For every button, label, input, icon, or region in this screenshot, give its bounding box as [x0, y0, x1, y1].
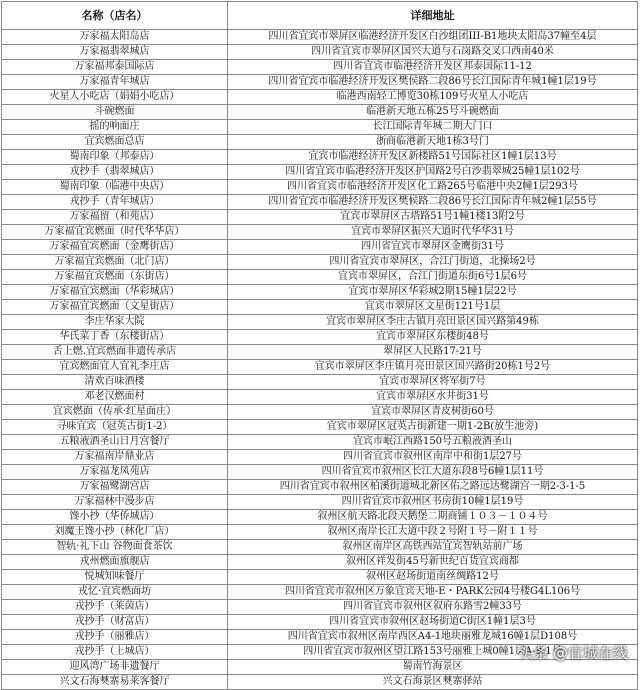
store-name-cell: 寻味宜宾（冠英古街1-2） [2, 420, 228, 435]
table-row [2, 45, 638, 60]
store-address-cell: 四川省宜宾市叙州区万象宜宾天地-E・PARK公园4号楼G4L106号 [228, 585, 638, 600]
store-name-cell: 万家福宜宾燃面（金鹰街店） [2, 240, 228, 255]
store-name-cell: 兴文石海僰寨易莱客餐厅 [2, 675, 228, 690]
table-row [2, 135, 638, 150]
store-address-cell: 宜宾市翠屏区水井街31号 [228, 390, 638, 405]
table-row [2, 30, 638, 45]
table-row [2, 285, 638, 300]
store-name-cell: 智轨·礼下山 谷物面食茶饮 [2, 540, 228, 555]
header-row [2, 2, 638, 30]
store-address-cell: 临港西南轻工博览30栋109号火星人小吃店 [228, 90, 638, 105]
store-address-cell: 四川省宜宾市叙州区赵场街道C街区1幢1层3号 [228, 615, 638, 630]
table-row [2, 195, 638, 210]
store-name-cell: 万家福青年城店 [2, 75, 228, 90]
store-name-cell: 戎抄手（青年城店） [2, 195, 228, 210]
store-address-cell: 宜宾市翠屏区东楼街48号 [228, 330, 638, 345]
table-row [2, 405, 638, 420]
store-address-cell: 浙商临港新天地1栋3号门 [228, 135, 638, 150]
store-address-cell: 叙州区航天路北段天鹅堡二期商铺１０３－１０４号 [228, 510, 638, 525]
table-row [2, 240, 638, 255]
store-name-cell: 蜀南印象（邦泰店） [2, 150, 228, 165]
table-row [2, 165, 638, 180]
table-row [2, 600, 638, 615]
store-address-cell: 宜宾市翠屏区冠英古街新建一期1-2B(放生池旁) [228, 420, 638, 435]
store-address-cell: 叙州区祥发街45号新世纪百货宜宾商都 [228, 555, 638, 570]
table-row [2, 495, 638, 510]
table-row [2, 570, 638, 585]
table-row [2, 675, 638, 690]
address-header: 详细地址 [228, 2, 638, 30]
store-address-cell: 临港新天地五栋25号斗碗燃面 [228, 105, 638, 120]
store-name-cell: 万家福宜宾燃面（东街店） [2, 270, 228, 285]
store-name-cell: 万家福留（和苑店） [2, 210, 228, 225]
table-row [2, 60, 638, 75]
store-name-cell: 华氏菜丁香（东楼街店） [2, 330, 228, 345]
table-row [2, 75, 638, 90]
table-row [2, 330, 638, 345]
store-address-cell: 四川省宜宾市叙州区南岸西区A4-1地块丽雅龙城16幢1层D108号 [228, 630, 638, 645]
store-name-cell: 戎抄手（上城店） [2, 645, 228, 660]
table-row [2, 480, 638, 495]
store-address-cell: 四川省宜宾市叙州区叙府东路雪2幢33号 [228, 600, 638, 615]
store-address-cell: 翠屏区人民路17-21号 [228, 345, 638, 360]
store-address-cell: 四川省宜宾市临港经济开发区护国路2号白沙翡翠城25幢1层102号 [228, 165, 638, 180]
table-row [2, 345, 638, 360]
store-address-cell: 宜宾市翠屏区将军街7号 [228, 375, 638, 390]
table-row [2, 180, 638, 195]
table-row [2, 540, 638, 555]
store-address-cell: 叙州区南岸长江大道中段２号附１号－附１１号 [228, 525, 638, 540]
store-name-cell: 万家福邦泰国际店 [2, 60, 228, 75]
store-name-cell: 万家福宜宾燃面（北门店） [2, 255, 228, 270]
table-row [2, 585, 638, 600]
store-address-cell: 长江国际青年城二期大门口 [228, 120, 638, 135]
store-name-cell: 万家福宜宾燃面（文星街店） [2, 300, 228, 315]
store-name-cell: 万家福宜宾燃面（华彩城店） [2, 285, 228, 300]
table-row [2, 210, 638, 225]
store-address-cell: 宜宾市翠屏区，合江门街道东街6号1层6号 [228, 270, 638, 285]
store-name-cell: 万家福鹭湖宫店 [2, 480, 228, 495]
store-name-cell: 戎州燃面旗舰店 [2, 555, 228, 570]
store-name-cell: 戎抄手（翡翠城店） [2, 165, 228, 180]
store-address-cell: 宜宾市翠屏区华彩城2期15幢1层22号 [228, 285, 638, 300]
store-name-cell: 戎抄手（财富店） [2, 615, 228, 630]
store-table [1, 1, 638, 690]
store-name-cell: 迎风湾广场非遗餐厅 [2, 660, 228, 675]
store-address-cell: 四川省宜宾市临港经济开发区樊侯路二段86号长江国际青年城1幢1层19号 [228, 75, 638, 90]
store-name-cell: 宜宾燃面总店 [2, 135, 228, 150]
table-row [2, 360, 638, 375]
store-address-cell: 宜宾市翠屏区青皮树街60号 [228, 405, 638, 420]
store-name-cell: 万家福南岸鼎业店 [2, 450, 228, 465]
store-address-cell: 宜宾市翠屏区振兴大道时代华华31号 [228, 225, 638, 240]
store-name-cell: 蜀南印象（临港中央店） [2, 180, 228, 195]
store-address-cell: 宜宾市临港经济开发区新楼路51号国际社区1幢1层13号 [228, 150, 638, 165]
store-address-cell: 四川省宜宾市叙州区柏溪街道城北新区佑之路远达鹭湖宫一期2-3-1-5 [228, 480, 638, 495]
store-name-cell: 清欢百味酒楼 [2, 375, 228, 390]
table-row [2, 270, 638, 285]
store-name-cell: 宜宾燃面（传承·红星面庄） [2, 405, 228, 420]
table-row [2, 120, 638, 135]
table-row [2, 510, 638, 525]
store-address-cell: 叙州区赵场街道南丝绸路12号 [228, 570, 638, 585]
store-name-cell: 万家福龙凤苑店 [2, 465, 228, 480]
store-name-cell: 斗碗燃面 [2, 105, 228, 120]
store-address-cell: 四川省宜宾市翠屏区临港经济开发区白沙组团III-B1地块太阳岛37幢至4层 [228, 30, 638, 45]
table-row [2, 315, 638, 330]
watermark: 头条 @宜城在线 [518, 644, 628, 662]
store-name-cell: 万家福宜宾燃面（时代华华店） [2, 225, 228, 240]
store-name-cell: 戎抄手（莱茵店） [2, 600, 228, 615]
store-address-cell: 四川省宜宾市临港经济开发区樊候路二段86号长江国际青年城2幢1层55号 [228, 195, 638, 210]
table-row [2, 300, 638, 315]
store-address-cell: 四川省宜宾市翠屏区国兴大道与石岗路交叉口西南40米 [228, 45, 638, 60]
store-address-cell: 宜宾市翠屏区古塔路51号1幢1楼13附2号 [228, 210, 638, 225]
store-address-cell: 宜宾市翠屏区李庄古镇月亮田景区国兴路第49栋 [228, 315, 638, 330]
table-row [2, 465, 638, 480]
store-name-cell: 万家福太阳岛店 [2, 30, 228, 45]
store-name-cell: 邓老汉燃面村 [2, 390, 228, 405]
table-row [2, 225, 638, 240]
table-row [2, 555, 638, 570]
store-name-cell: 刘魔王馋小抄（林化厂店） [2, 525, 228, 540]
store-name-cell: 万家福林中漫步店 [2, 495, 228, 510]
store-name-cell: 李庄华家大院 [2, 315, 228, 330]
store-name-cell: 戎忆·宜宾燃面坊 [2, 585, 228, 600]
table-row [2, 420, 638, 435]
store-name-cell: 摇的响面庄 [2, 120, 228, 135]
table-row [2, 255, 638, 270]
store-name-cell: 万家福翡翠城店 [2, 45, 228, 60]
store-address-cell: 宜宾市岷江西路150号五粮液酒圣山 [228, 435, 638, 450]
store-address-cell: 叙州区南岸区高铁西站宜宾智轨站前广场 [228, 540, 638, 555]
store-name-cell: 舌上燃.宜宾燃面非遗传承店 [2, 345, 228, 360]
store-address-cell: 四川省宜宾市叙州区南岸中和街1层27号 [228, 450, 638, 465]
store-name-cell: 馋小抄（华侨城店） [2, 510, 228, 525]
table-row [2, 390, 638, 405]
store-address-cell: 四川省宜宾市临港经济开发区化工路265号临港中央2幢1层293号 [228, 180, 638, 195]
store-address-cell: 四川省宜宾市叙州区长江大道东段8号6幢1层11号 [228, 465, 638, 480]
store-address-cell: 四川省宜宾市临港经济开发区邦泰国际11-12 [228, 60, 638, 75]
table-row [2, 450, 638, 465]
store-address-cell: 四川省宜宾市叙州区书房街10幢1层19号 [228, 495, 638, 510]
table-row [2, 375, 638, 390]
table-row [2, 435, 638, 450]
store-name-cell: 五粮液酒圣山日月宫餐厅 [2, 435, 228, 450]
store-address-cell: 宜宾市翠屏区李庄镇月亮田景区国兴路街20栋1号2号 [228, 360, 638, 375]
name-header: 名称（店名） [2, 2, 228, 30]
store-name-cell: 宜宾燃面宜人宜礼李庄店 [2, 360, 228, 375]
table-row [2, 150, 638, 165]
store-address-cell: 四川省宜宾市翠屏区金鹰街31号 [228, 240, 638, 255]
store-address-cell: 蜀南竹海景区 [228, 660, 638, 675]
store-address-cell: 兴文石海景区僰寨驿站 [228, 675, 638, 690]
store-name-cell: 戎抄手（丽雅店） [2, 630, 228, 645]
store-address-cell: 宜宾市翠屏区文星街121号1层 [228, 300, 638, 315]
table-row [2, 525, 638, 540]
store-name-cell: 悦城知味餐厅 [2, 570, 228, 585]
store-name-cell: 火星人小吃店（娟娟小吃店） [2, 90, 228, 105]
table-row [2, 615, 638, 630]
table-body [2, 30, 638, 690]
store-address-cell: 四川省宜宾市叙州区望江路153号丽雅上城0幢1层A-9-1号 [228, 645, 638, 660]
table-row [2, 90, 638, 105]
table-row [2, 105, 638, 120]
store-address-cell: 四川省宜宾市翠屏区，合江门街道，北操场2号 [228, 255, 638, 270]
